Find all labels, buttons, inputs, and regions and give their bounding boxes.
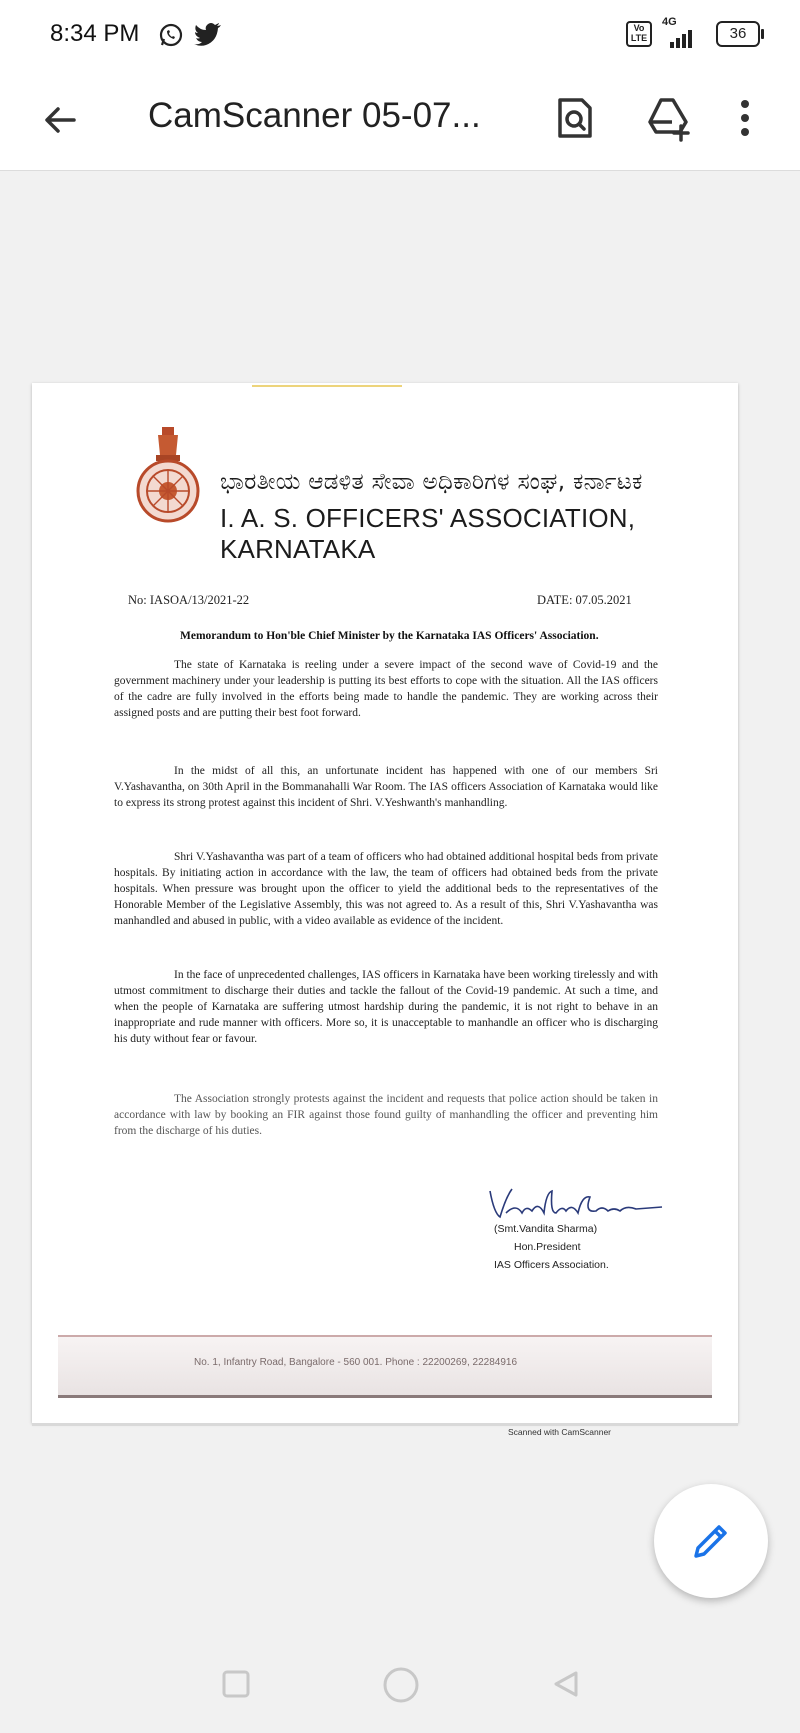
battery-level: 36 bbox=[729, 25, 747, 42]
paragraph: Shri V.Yashavantha was part of a team of officers who had obtained additional hospital beds from private hospitals. By initiating action in accordance with the law, the team of officers had obtained beds from the private hospitals. When pressure was brought upon the officer to yield the additional beds to the representatives of the Honorable Member of the Legislative Assembly, this was not agreed to. As a result of this, Shri V.Yashavantha was manhandled and abused in public, with a video available as evidence of the incident. bbox=[114, 851, 658, 927]
status-time: 8:34 PM bbox=[50, 20, 140, 47]
add-to-drive-icon[interactable] bbox=[642, 92, 694, 144]
home-circle-icon[interactable] bbox=[382, 1666, 420, 1704]
document-page bbox=[32, 383, 738, 1437]
paragraph: In the face of unprecedented challenges, IAS officers in Karnataka have been working tirelessly and with utmost commitment to discharge their duties and tackle the fallout of the Covid-19 pandemic. At such a time, and when the people of Karnataka are suffering utmost hardship during the pandemic, it is not right to behave in an inappropriate and rude manner with officers. More so, it is unacceptable to manhandle an officer who is discharging his duty without fear or favour. bbox=[114, 969, 658, 1045]
edit-pencil-icon bbox=[690, 1520, 732, 1562]
paragraph: The state of Karnataka is reeling under a severe impact of the second wave of Covid-19 and the government machinery under your leadership is putting its best efforts to cope with the situation. All the IAS officers of the cadre are fully involved in the efforts being made to handle the pandemic. They are working across their assigned posts and are putting their best foot forward. bbox=[114, 659, 658, 719]
paragraph: In the midst of all this, an unfortunate incident has happened with one of our members Sri V.Yashavantha, on 30th April in the Bommanahalli War Room. The IAS officers Association of Karnataka would like to express its strong protest against this incident of Shri. V.Yeshwanth's manhandling. bbox=[114, 765, 658, 809]
letter-subject: Memorandum to Hon'ble Chief Minister by the Karnataka IAS Officers' Association. bbox=[180, 630, 599, 642]
letter-date: DATE: 07.05.2021 bbox=[537, 593, 632, 607]
app-bar bbox=[0, 70, 800, 171]
header-kannada: ಭಾರತೀಯ ಆಡಳಿತ ಸೇವಾ ಅಧಿಕಾರಿಗಳ ಸಂಘ, ಕರ್ನಾಟಕ bbox=[220, 469, 643, 495]
signal-icon bbox=[662, 16, 706, 48]
page-scan-mark bbox=[252, 385, 402, 387]
signatory-name: (Smt.Vandita Sharma) bbox=[494, 1223, 598, 1235]
footer-address: No. 1, Infantry Road, Bangalore - 560 001. Phone : 22200269, 22284916 bbox=[194, 1357, 518, 1368]
association-emblem-icon bbox=[132, 425, 204, 525]
whatsapp-icon bbox=[158, 22, 184, 48]
status-bar bbox=[0, 0, 800, 70]
notification-icons bbox=[158, 22, 222, 48]
system-navigation-bar bbox=[0, 1640, 800, 1733]
paragraph: The Association strongly protests against the incident and requests that police action should be taken in accordance with law by booking an FIR against those found guilty of manhandling the officer and preventing him from the discharge of his duties. bbox=[114, 1093, 658, 1137]
search-document-icon[interactable] bbox=[548, 92, 600, 144]
scanned-with-watermark: Scanned with CamScanner bbox=[508, 1427, 612, 1437]
letterhead-footer bbox=[58, 1335, 712, 1398]
more-vert-icon[interactable] bbox=[730, 92, 760, 144]
twitter-icon bbox=[194, 22, 222, 46]
back-triangle-icon[interactable] bbox=[552, 1670, 580, 1698]
battery-icon bbox=[716, 21, 760, 47]
signatory-organization: IAS Officers Association. bbox=[494, 1259, 609, 1271]
network-label: 4G bbox=[662, 16, 677, 28]
signatory-title: Hon.President bbox=[514, 1241, 581, 1253]
back-arrow-icon[interactable] bbox=[38, 98, 82, 142]
header-english: I. A. S. OFFICERS' ASSOCIATION, KARNATAKA bbox=[220, 503, 636, 564]
status-right bbox=[626, 16, 760, 48]
recents-square-icon[interactable] bbox=[222, 1670, 250, 1698]
document-title: CamScanner 05-07... bbox=[148, 96, 481, 135]
edit-fab-button[interactable] bbox=[654, 1484, 768, 1598]
page-shadow bbox=[32, 1423, 738, 1426]
reference-number: No: IASOA/13/2021-22 bbox=[128, 593, 250, 607]
volte-icon: Vo LTE bbox=[626, 21, 652, 47]
